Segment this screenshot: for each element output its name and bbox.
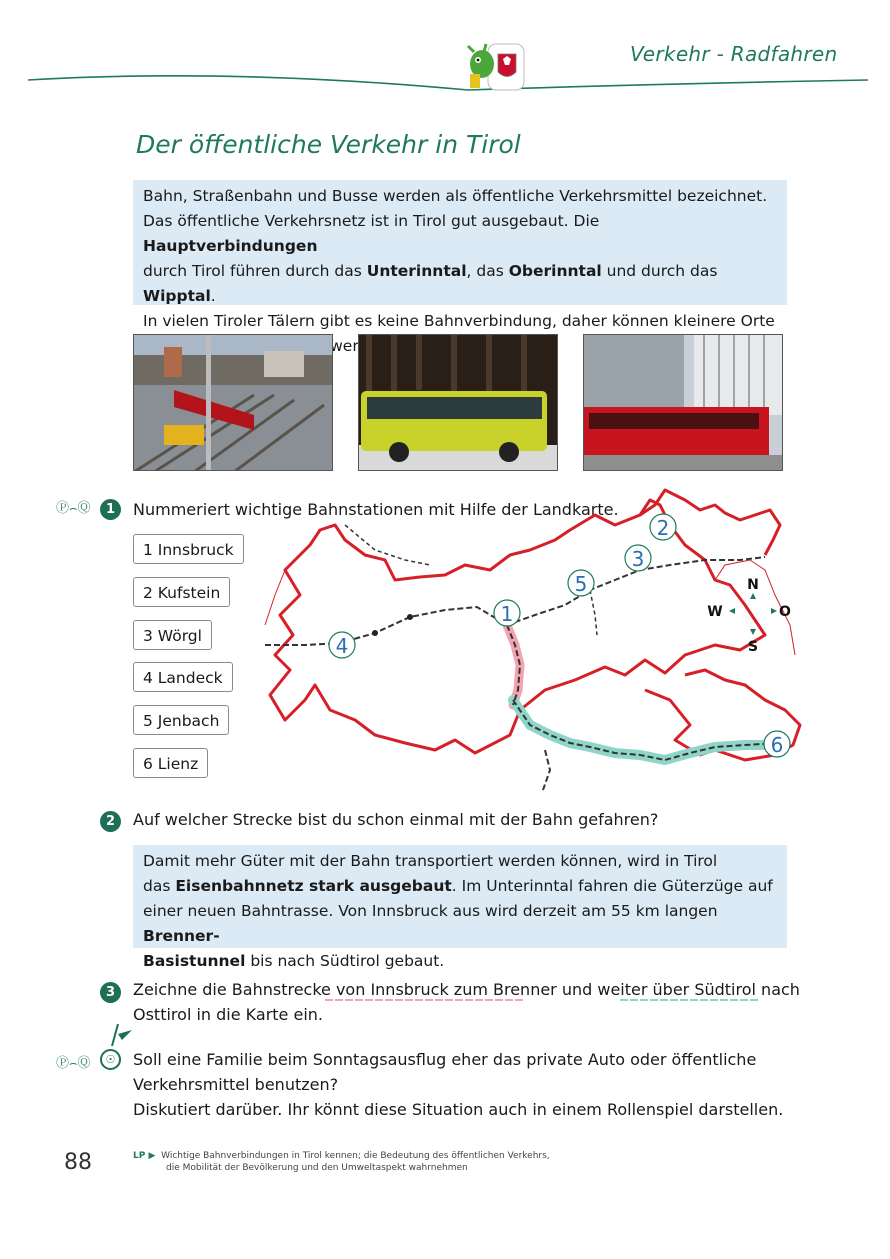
info-line: einer neuen Bahntrasse. Von Innsbruck aus wird derzeit am 55 km langen Brenner-: [143, 902, 718, 945]
partner-work-icon: Ⓟ⌢Ⓠ: [56, 1056, 91, 1071]
photo-bus: [358, 334, 558, 471]
highlight-underline: [320, 996, 770, 1006]
map-label: 3: [631, 547, 645, 571]
task4-text: Verkehrsmittel benutzen?: [133, 1075, 339, 1094]
map-label: 6: [770, 733, 784, 757]
page-title: Der öffentliche Verkehr in Tirol: [136, 130, 521, 159]
curriculum-footer: LP ▶ Wichtige Bahnverbindungen in Tirol kennen; die Bedeutung des öffentlichen Verkehrs, die Mobilität der Bevölkerung und den Umweltaspekt wahrnehmen: [133, 1151, 550, 1173]
photo-train-station: [133, 334, 333, 471]
info-line: Basistunnel bis nach Südtirol gebaut.: [143, 952, 445, 970]
intro-line: Bahn, Straßenbahn und Busse werden als öffentliche Verkehrsmittel bezeichnet.: [143, 187, 768, 205]
photo-tram: [583, 334, 783, 471]
task2-text: Auf welcher Strecke bist du schon einmal mit der Bahn gefahren?: [133, 810, 659, 829]
route-osttirol-highlight: [513, 700, 770, 760]
svg-text:N: N: [747, 577, 759, 593]
task1-text: Nummeriert wichtige Bahnstationen mit Hilfe der Landkarte.: [133, 500, 619, 519]
task3-text: Osttirol in die Karte ein.: [133, 1005, 323, 1024]
task3-text: Zeichne die Bahnstrecke von Innsbruck zum Brenner und weiter über Südtirol nach: [133, 980, 800, 999]
intro-info-box: [133, 180, 787, 330]
station-box: 3 Wörgl: [133, 620, 212, 650]
task4-text: Diskutiert darüber. Ihr könnt diese Situation auch in einem Rollenspiel darstellen.: [133, 1100, 784, 1119]
station-box: 2 Kufstein: [133, 577, 230, 607]
map-label: 5: [574, 572, 588, 596]
task4-text: Soll eine Familie beim Sonntagsausflug eher das private Auto oder öffentliche: [133, 1050, 757, 1069]
map-label: 4: [335, 634, 349, 658]
task-number: 3: [100, 982, 121, 1003]
station-box: 4 Landeck: [133, 662, 233, 692]
intro-line: In vielen Tiroler Tälern gibt es keine Bahnverbindung, daher können kleinere Orte: [143, 312, 775, 330]
svg-text:S: S: [747, 639, 759, 655]
intro-line: durch Tirol führen durch das Unterinntal, das Oberinntal und durch das Wipptal.: [143, 262, 718, 305]
tirol-map: [245, 485, 805, 800]
rail-expansion-info-box: [133, 845, 787, 970]
svg-text:W: W: [707, 604, 723, 620]
map-label: 2: [656, 516, 670, 540]
svg-text:O: O: [779, 604, 791, 620]
station-box: 1 Innsbruck: [133, 534, 244, 564]
header-divider: [28, 70, 868, 100]
task-number: 1: [100, 499, 121, 520]
info-line: das Eisenbahnnetz stark ausgebaut. Im Unterinntal fahren die Güterzüge auf: [143, 877, 773, 895]
station-box: 6 Lienz: [133, 748, 208, 778]
section-title: Verkehr - Radfahren: [630, 42, 838, 66]
mascot-logo: [464, 38, 530, 96]
info-line: Damit mehr Güter mit der Bahn transportiert werden können, wird in Tirol: [143, 852, 718, 870]
pencil-icon: [108, 1022, 134, 1052]
page-number: 88: [64, 1150, 92, 1175]
route-brenner-highlight: [507, 625, 520, 705]
discussion-icon: ☉: [100, 1049, 121, 1070]
partner-work-icon: Ⓟ⌢Ⓠ: [56, 501, 91, 516]
station-box: 5 Jenbach: [133, 705, 229, 735]
task-number: 2: [100, 811, 121, 832]
map-label: 1: [500, 602, 514, 626]
intro-line: Das öffentliche Verkehrsnetz ist in Tirol gut ausgebaut. Die Hauptverbindungen: [143, 212, 600, 255]
compass-icon: [707, 577, 791, 655]
lp-marker: LP ▶: [133, 1151, 156, 1161]
